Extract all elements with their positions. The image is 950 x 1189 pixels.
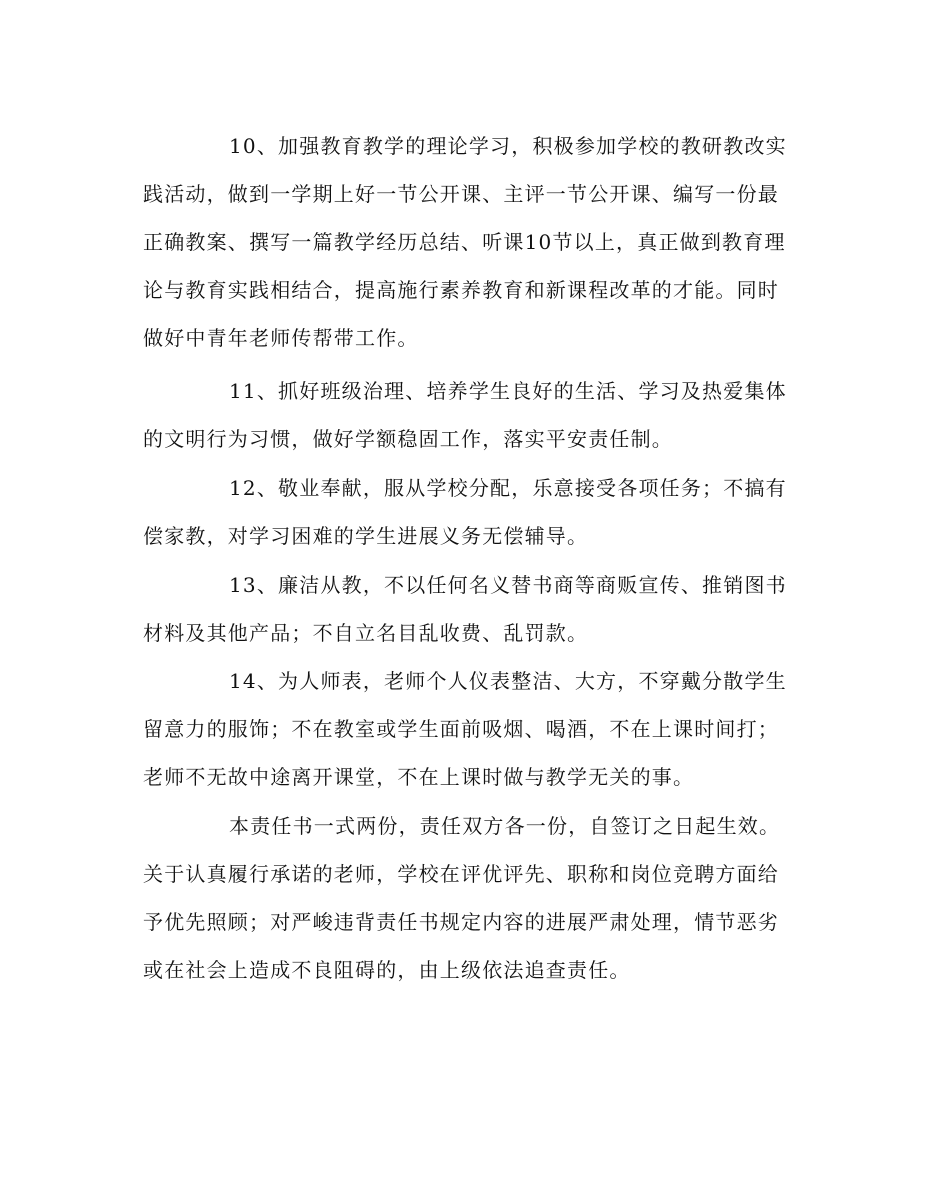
paragraph-line: 13、廉洁从教，不以任何名义替书商等商贩宣传、推销图书 xyxy=(229,573,787,597)
paragraph-line: 关于认真履行承诺的老师，学校在评优评先、职称和岗位竞聘方面给 xyxy=(143,862,779,886)
paragraph-line: 本责任书一式两份，责任双方各一份，自签订之日起生效。 xyxy=(229,814,781,838)
paragraph-line: 留意力的服饰；不在教室或学生面前吸烟、喝酒，不在上课时间打； xyxy=(143,717,779,741)
paragraph-line: 践活动，做到一学期上好一节公开课、主评一节公开课、编写一份最 xyxy=(143,182,779,206)
paragraph-line: 论与教育实践相结合，提高施行素养教育和新课程改革的才能。同时 xyxy=(143,278,779,302)
paragraph-line: 12、敬业奉献，服从学校分配，乐意接受各项任务；不搞有 xyxy=(229,476,787,500)
paragraph-line: 的文明行为习惯，做好学额稳固工作，落实平安责任制。 xyxy=(143,427,673,451)
paragraph-line: 老师不无故中途离开课堂，不在上课时做与教学无关的事。 xyxy=(143,765,695,789)
paragraph-line: 10、加强教育教学的理论学习，积极参加学校的教研教改实 xyxy=(229,134,787,158)
paragraph-line: 做好中青年老师传帮带工作。 xyxy=(143,326,419,350)
paragraph-line: 正确教案、撰写一篇教学经历总结、听课10节以上，真正做到教育理 xyxy=(143,230,786,254)
paragraph-line: 材料及其他产品；不自立名目乱收费、乱罚款。 xyxy=(143,621,589,645)
paragraph-line: 或在社会上造成不良阻碍的，由上级依法追查责任。 xyxy=(143,958,631,982)
paragraph-line: 予优先照顾；对严峻违背责任书规定内容的进展严肃处理，情节恶劣 xyxy=(143,910,779,934)
paragraph-line: 偿家教，对学习困难的学生进展义务无偿辅导。 xyxy=(143,524,589,548)
paragraph-line: 14、为人师表，老师个人仪表整洁、大方，不穿戴分散学生 xyxy=(229,669,787,693)
paragraph-line: 11、抓好班级治理、培养学生良好的生活、学习及热爱集体 xyxy=(229,379,787,403)
